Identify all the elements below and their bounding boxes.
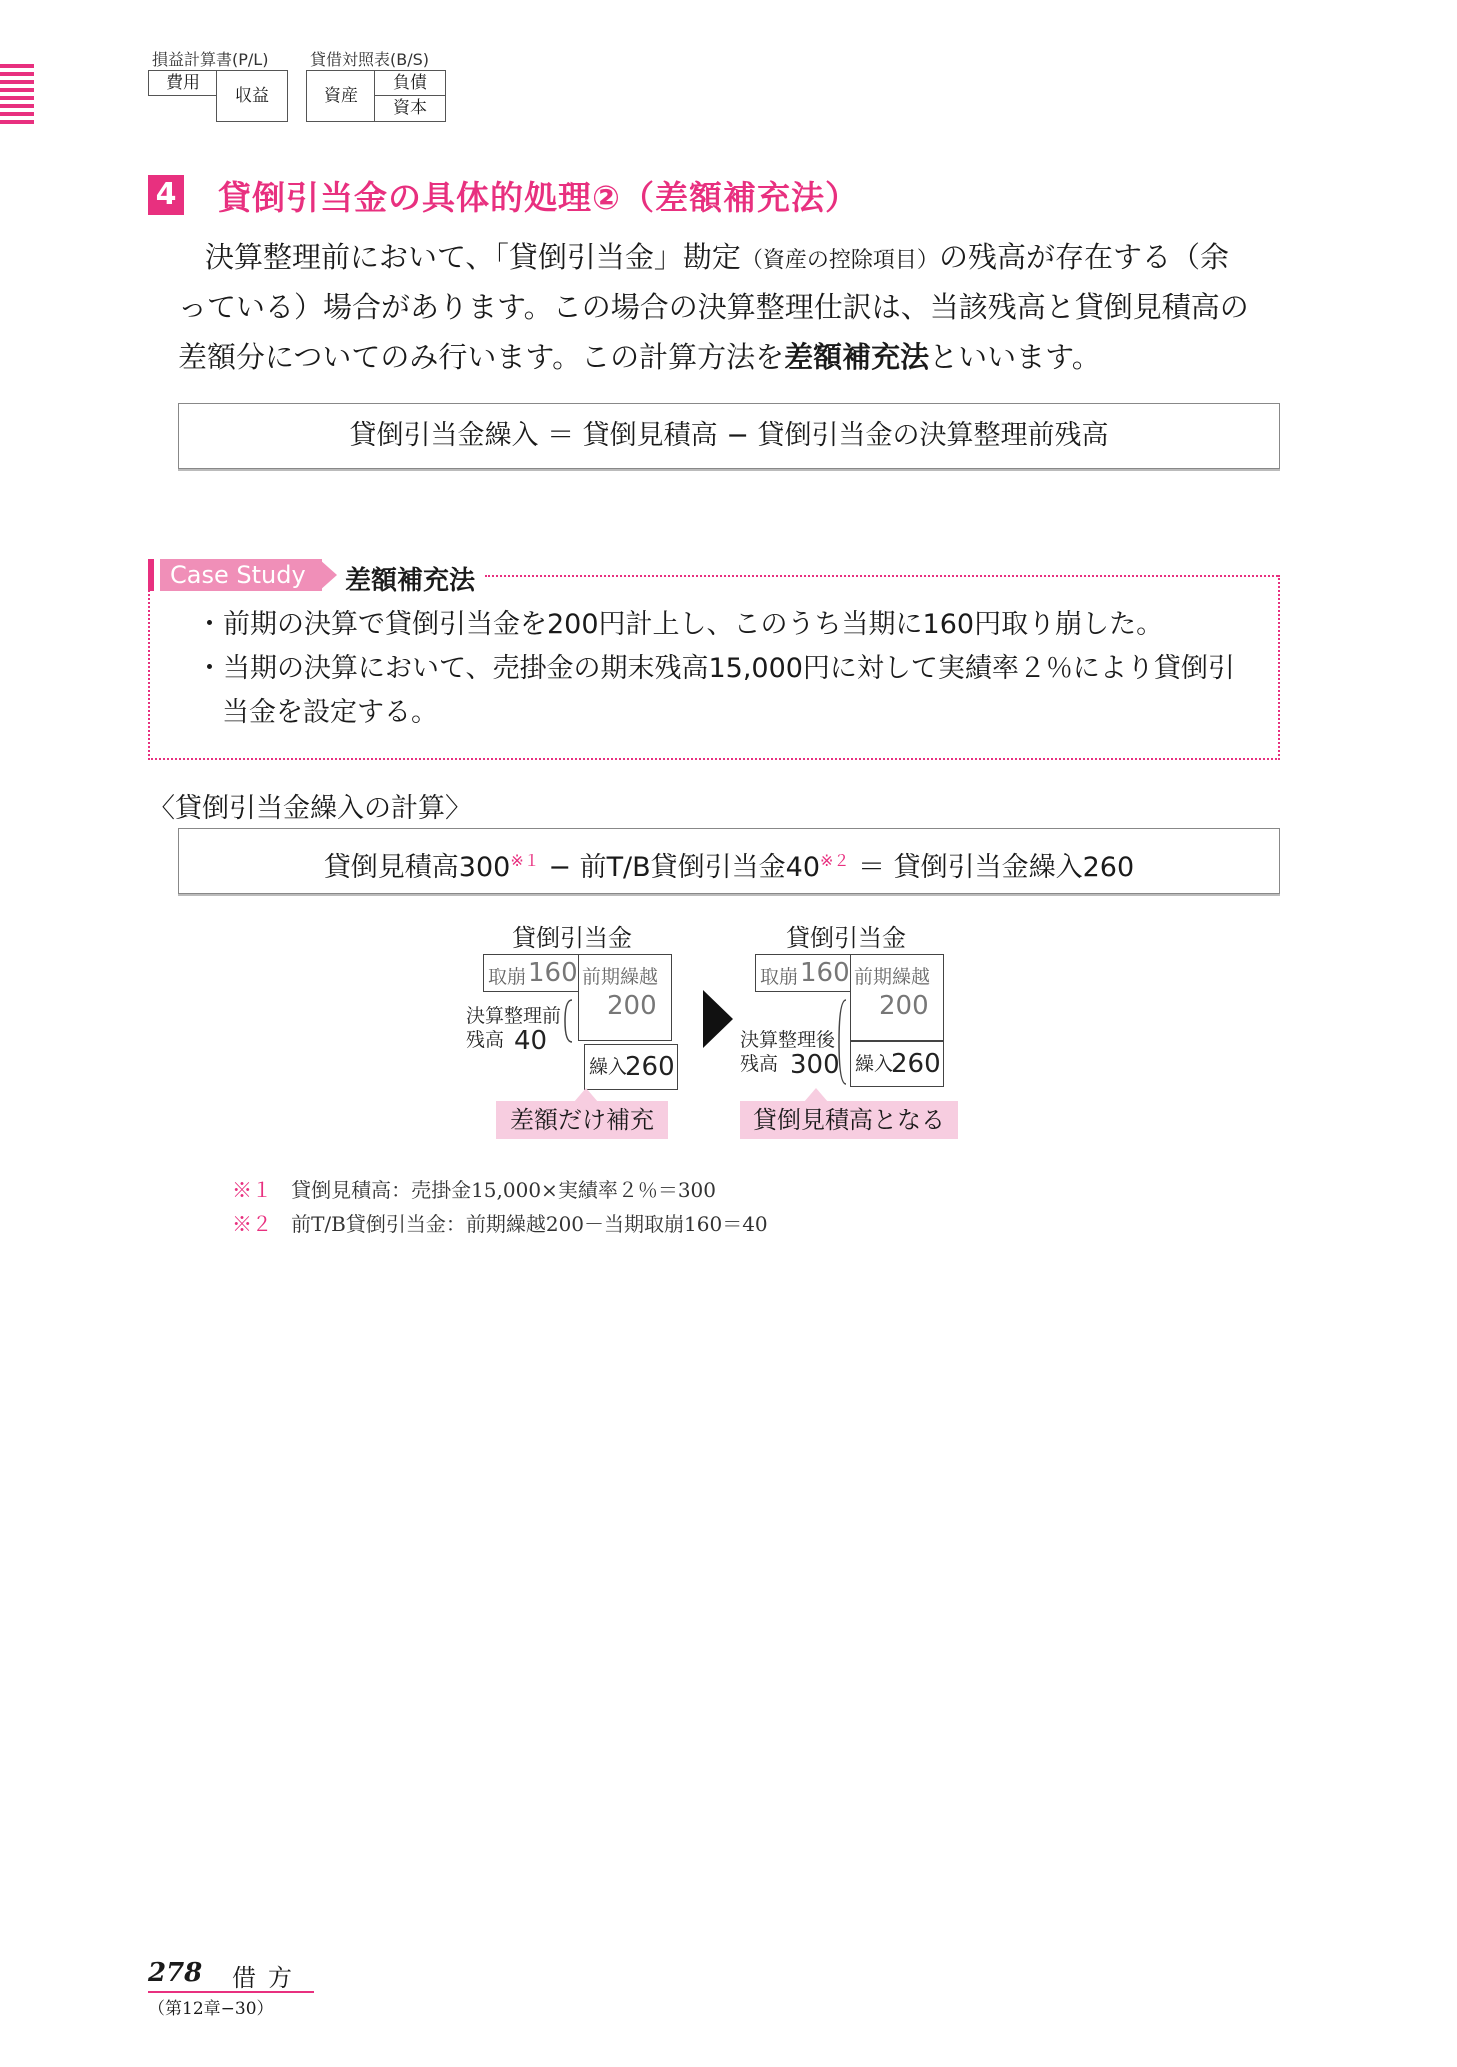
case-study-item: ・当期の決算において、売掛金の期末残高15,000円に対して実績率２％により貸倒引 <box>196 653 1235 684</box>
left-zenki-box: 前期繰越 200 <box>578 954 672 1041</box>
intro-line-1: 決算整理前において、「貸倒引当金」勘定（資産の控除項目）の残高が存在する（余 <box>205 240 1229 274</box>
right-callout: 貸倒見積高となる <box>740 1101 958 1139</box>
right-zenki-box: 前期繰越 200 <box>850 954 944 1041</box>
left-callout: 差額だけ補充 <box>496 1101 668 1139</box>
case-study-title: 差額補充法 <box>345 566 476 596</box>
left-torikuzushi-box: 取崩 160 <box>483 954 581 992</box>
bs-capital-cell: 資本 <box>374 95 446 122</box>
transition-arrow-icon <box>703 990 733 1048</box>
left-balance-bracket <box>562 998 576 1044</box>
right-torikuzushi-box: 取崩 160 <box>755 954 853 992</box>
right-balance-bracket <box>836 998 850 1086</box>
case-study-tag: Case Study <box>160 559 322 591</box>
case-study-item: 当金を設定する。 <box>222 697 438 728</box>
right-balance-value: 300 <box>790 1050 840 1080</box>
pl-expense-cell: 費用 <box>148 70 218 96</box>
intro-line-3: 差額分についてのみ行います。この計算方法を差額補充法といいます。 <box>178 340 1101 374</box>
right-account-title: 貸倒引当金 <box>786 924 906 952</box>
left-balance-value: 40 <box>514 1026 548 1056</box>
section-title: 貸倒引当金の具体的処理②（差額補充法） <box>218 178 859 217</box>
note-2: ※２ 前T/B貸倒引当金：前期繰越200－当期取崩160＝40 <box>232 1212 768 1236</box>
chapter-stripe-marker <box>0 64 34 126</box>
pl-label: 損益計算書(P/L) <box>152 50 269 69</box>
right-kurire-box: 繰入 260 <box>850 1041 944 1087</box>
left-account-title: 貸倒引当金 <box>512 924 632 952</box>
chapter-label: （第12章−30） <box>148 1999 274 2019</box>
page-number: 278 <box>148 1958 203 1988</box>
right-balance-label: 決算整理後 残高 <box>740 1029 836 1075</box>
right-callout-pointer <box>804 1088 828 1102</box>
bs-assets-cell: 資産 <box>306 70 376 122</box>
bs-label: 貸借対照表(B/S) <box>310 50 430 69</box>
bs-liabilities-cell: 負債 <box>374 70 446 96</box>
left-balance-label: 決算整理前 残高 <box>466 1005 562 1051</box>
section-number: 4 <box>148 175 184 215</box>
left-callout-pointer <box>574 1088 598 1102</box>
calc-label: 〈貸倒引当金繰入の計算〉 <box>148 793 472 824</box>
left-kurire-box: 繰入 260 <box>584 1044 678 1090</box>
calc-formula-box: 貸倒見積高$300^{※1}$ − 前T/B貸倒引当金$40^{※2}$ ＝ 貸倒引当金繰入260 <box>178 828 1280 894</box>
page-side-label: 借方 <box>232 1964 304 1992</box>
footer-rule <box>148 1991 314 1993</box>
formula-box: 貸倒引当金繰入 ＝ 貸倒見積高 − 貸倒引当金の決算整理前残高 <box>178 403 1280 469</box>
note-1: ※１ 貸倒見積高：売掛金15,000×実績率２％＝300 <box>232 1178 716 1202</box>
pl-revenue-cell: 収益 <box>216 70 288 122</box>
intro-line-2: っている）場合があります。この場合の決算整理仕訳は、当該残高と貸倒見積高の <box>178 290 1249 324</box>
case-study-item: ・前期の決算で貸倒引当金を200円計上し、このうち当期に160円取り崩した。 <box>196 609 1164 640</box>
